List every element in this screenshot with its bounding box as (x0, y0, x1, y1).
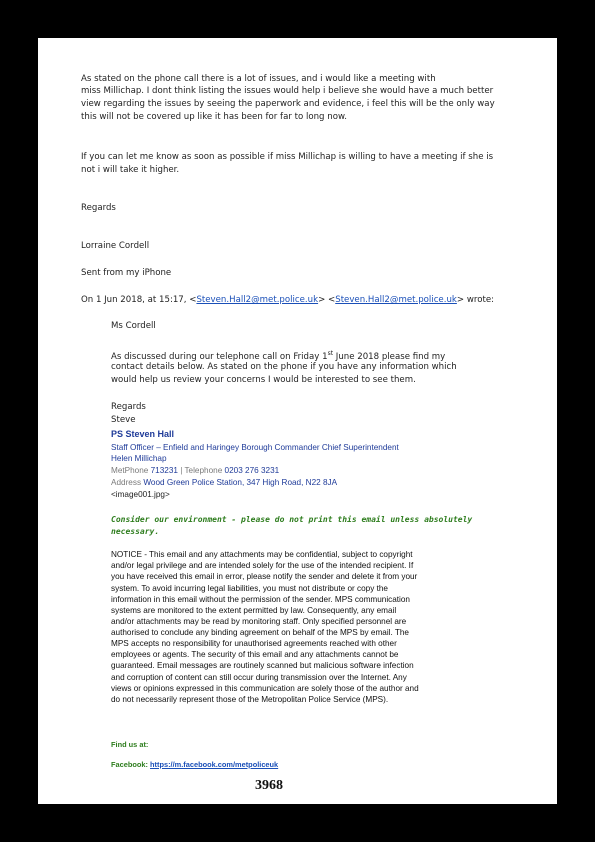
telephone-label: Telephone (184, 466, 223, 475)
text-line: As stated on the phone call there is a lot of issues, and i would like a meeting with (81, 74, 436, 84)
text-segment: As discussed during our telephone call on Friday 1 (111, 351, 328, 362)
signature-phones (111, 465, 279, 477)
text-line: view regarding the issues by seeing the paperwork and evidence, i feel this will be the only way (81, 99, 495, 109)
notice-line: systems are monitored to the extent permitted by law. Consequently, any email (111, 606, 397, 615)
signature-assistant: Helen Millichap (111, 454, 167, 463)
text-line: If you can let me know as soon as possible if miss Millichap is willing to have a meeting if she is (81, 152, 494, 162)
superscript: st (327, 350, 334, 357)
separator: | (177, 466, 185, 475)
page-number: 3968 (255, 778, 283, 793)
image-placeholder: <image001.jpg> (111, 490, 170, 499)
environment-line: necessary. (111, 527, 160, 536)
sender-name: Lorraine Cordell (81, 241, 150, 251)
facebook-label: Facebook: (111, 760, 148, 769)
environment-line: Consider our environment - please do not print this email unless absolutely (111, 515, 473, 524)
email-link[interactable]: Steven.Hall2@met.police.uk (335, 295, 457, 305)
facebook-line (111, 760, 278, 769)
notice-line: and/or attachments may be read by monitoring staff. Only specified personnel are (111, 617, 407, 626)
notice-line: you have received this email in error, please notify the sender and delete it from your (111, 572, 418, 581)
text-line: would help us review your concerns I would be interested to see them. (111, 375, 416, 385)
email-link[interactable]: Steven.Hall2@met.police.uk (196, 295, 319, 305)
signature-title: PS Steven Hall (111, 429, 175, 439)
quote-header-prefix: On 1 Jun 2018, at 15:17, < (81, 295, 197, 305)
text-line: not i will take it higher. (81, 165, 180, 175)
salutation: Ms Cordell (111, 321, 156, 331)
facebook-link[interactable]: https://m.facebook.com/metpoliceuk (150, 760, 279, 769)
find-us-label: Find us at: (111, 740, 149, 749)
notice-line: do not necessarily represent those of the Metropolitan Police Service (MPS). (111, 695, 389, 704)
quote-header-suffix: > wrote: (456, 295, 495, 305)
notice-line: authorised to conclude any binding agreement on behalf of the MPS by email. The (111, 628, 409, 637)
notice-line: guaranteed. Email messages are routinely scanned but malicious software infection (111, 661, 414, 670)
quote-header (81, 294, 494, 307)
quote-header-middle: > < (318, 295, 336, 305)
notice-line: and/or legal privilege and are intended solely for the use of the intended recipient. If (111, 561, 414, 570)
sign-name: Steve (111, 415, 136, 425)
document-page (38, 38, 557, 804)
address-label: Address (111, 478, 142, 487)
signature-address (111, 477, 337, 489)
notice-line: views or opinions expressed in this communication are solely those of the author and (111, 684, 419, 693)
notice-line: NOTICE - This email and any attachments may be confidential, subject to copyright (111, 550, 413, 559)
regards-text: Regards (81, 203, 116, 213)
text-segment: June 2018 please find my (333, 351, 446, 362)
address-value: Wood Green Police Station, 347 High Road, N22 8JA (143, 478, 338, 487)
text-line: miss Millichap. I dont think listing the issues would help i believe she would have a much better (81, 86, 494, 96)
telephone-number: 0203 276 3231 (224, 466, 280, 475)
notice-line: MPS accepts no responsibility for unauthorised agreements reached with other (111, 639, 397, 648)
text-line: contact details below. As stated on the phone if you have any information which (111, 362, 457, 372)
metphone-label: MetPhone (111, 466, 149, 475)
sent-from-text: Sent from my iPhone (81, 268, 172, 278)
text-line: this will not be covered up like it has been for far to long now. (81, 112, 347, 122)
signature-role: Staff Officer – Enfield and Haringey Borough Commander Chief Superintendent (111, 443, 399, 452)
notice-line: system. To avoid incurring legal liabilities, you must not distribute or copy the (111, 584, 388, 593)
notice-line: and corruption of content can still occur during transmission over the Internet. Any (111, 673, 407, 682)
metphone-number: 713231 (150, 466, 178, 475)
notice-line: employees or agents. The security of this email and any attachments cannot be (111, 650, 399, 659)
regards-text: Regards (111, 402, 146, 412)
notice-line: information in this email without the permission of the sender. MPS communication (111, 595, 410, 604)
